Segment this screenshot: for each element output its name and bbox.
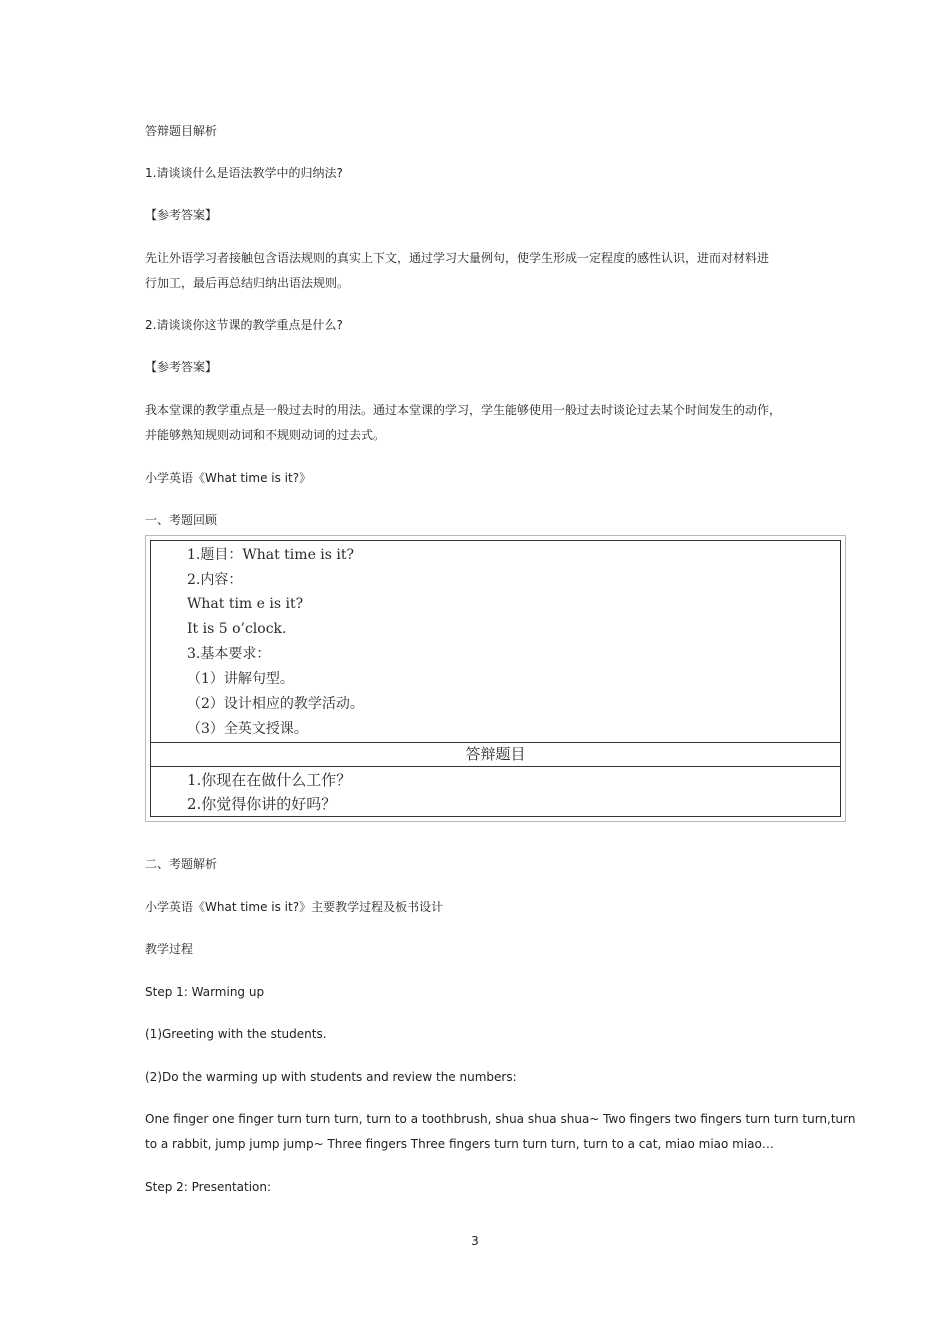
page-number: 3: [471, 1234, 479, 1248]
exam-requirement-2: （2）设计相应的教学活动。: [187, 696, 364, 712]
defense-questions-header: 答辩题目: [151, 742, 840, 767]
answer-1-line-1: 先让外语学习者接触包含语法规则的真实上下文，通过学习大量例句，使学生形成一定程度的感性认识，进而对材料进: [145, 251, 770, 265]
exam-content-label-row: 2.内容：: [187, 572, 243, 588]
section-title: 答辩题目解析: [145, 124, 218, 138]
reference-answer-label-2: 【参考答案】: [145, 360, 218, 374]
teaching-process-heading: 教学过程: [145, 942, 194, 956]
answer-1-line-2: 行加工，最后再总结归纳出语法规则。: [145, 276, 350, 290]
exam-content-line-1: What tim e is it?: [187, 596, 304, 612]
exam-topic-row: 1.题目：What time is it?: [187, 547, 355, 563]
step-1-item-2: (2)Do the warming up with students and review the numbers:: [145, 1070, 517, 1084]
step-2-heading: Step 2: Presentation:: [145, 1180, 272, 1194]
lesson-title: 小学英语《What time is it?》: [145, 471, 312, 485]
defense-question-2: 2.你觉得你讲的好吗？: [187, 795, 337, 813]
answer-2-line-2: 并能够熟知规则动词和不规则动词的过去式。: [145, 428, 386, 442]
exam-requirement-3: （3）全英文授课。: [187, 721, 308, 737]
step-1-heading: Step 1: Warming up: [145, 985, 265, 999]
question-2: 2.请谈谈你这节课的教学重点是什么?: [145, 318, 343, 332]
reference-answer-label-1: 【参考答案】: [145, 208, 218, 222]
exam-content-section: [151, 541, 840, 743]
chant-line-1: One finger one finger turn turn turn, turn to a toothbrush, shua shua shua~ Two fingers two fingers turn turn turn,turn: [145, 1112, 856, 1126]
step-1-item-1: (1)Greeting with the students.: [145, 1027, 327, 1041]
process-title: 小学英语《What time is it?》主要教学过程及板书设计: [145, 900, 444, 914]
exam-requirements-label: 3.基本要求：: [187, 646, 271, 662]
exam-question-box: [145, 535, 846, 822]
exam-content-line-2: It is 5 o’clock.: [187, 621, 287, 637]
exam-question-table: [150, 540, 841, 817]
chant-line-2: to a rabbit, jump jump jump~ Three fingers Three fingers turn turn turn, turn to a cat, miao miao miao…: [145, 1137, 774, 1151]
exam-requirement-1: （1）讲解句型。: [187, 671, 294, 687]
analysis-heading: 二、考题解析: [145, 857, 218, 871]
answer-2-line-1: 我本堂课的教学重点是一般过去时的用法。通过本堂课的学习，学生能够使用一般过去时谈论过去某个时间发生的动作，: [145, 403, 782, 417]
defense-question-1: 1.你现在在做什么工作？: [187, 771, 352, 789]
question-1: 1.请谈谈什么是语法教学中的归纳法?: [145, 166, 343, 180]
review-heading: 一、考题回顾: [145, 513, 218, 527]
